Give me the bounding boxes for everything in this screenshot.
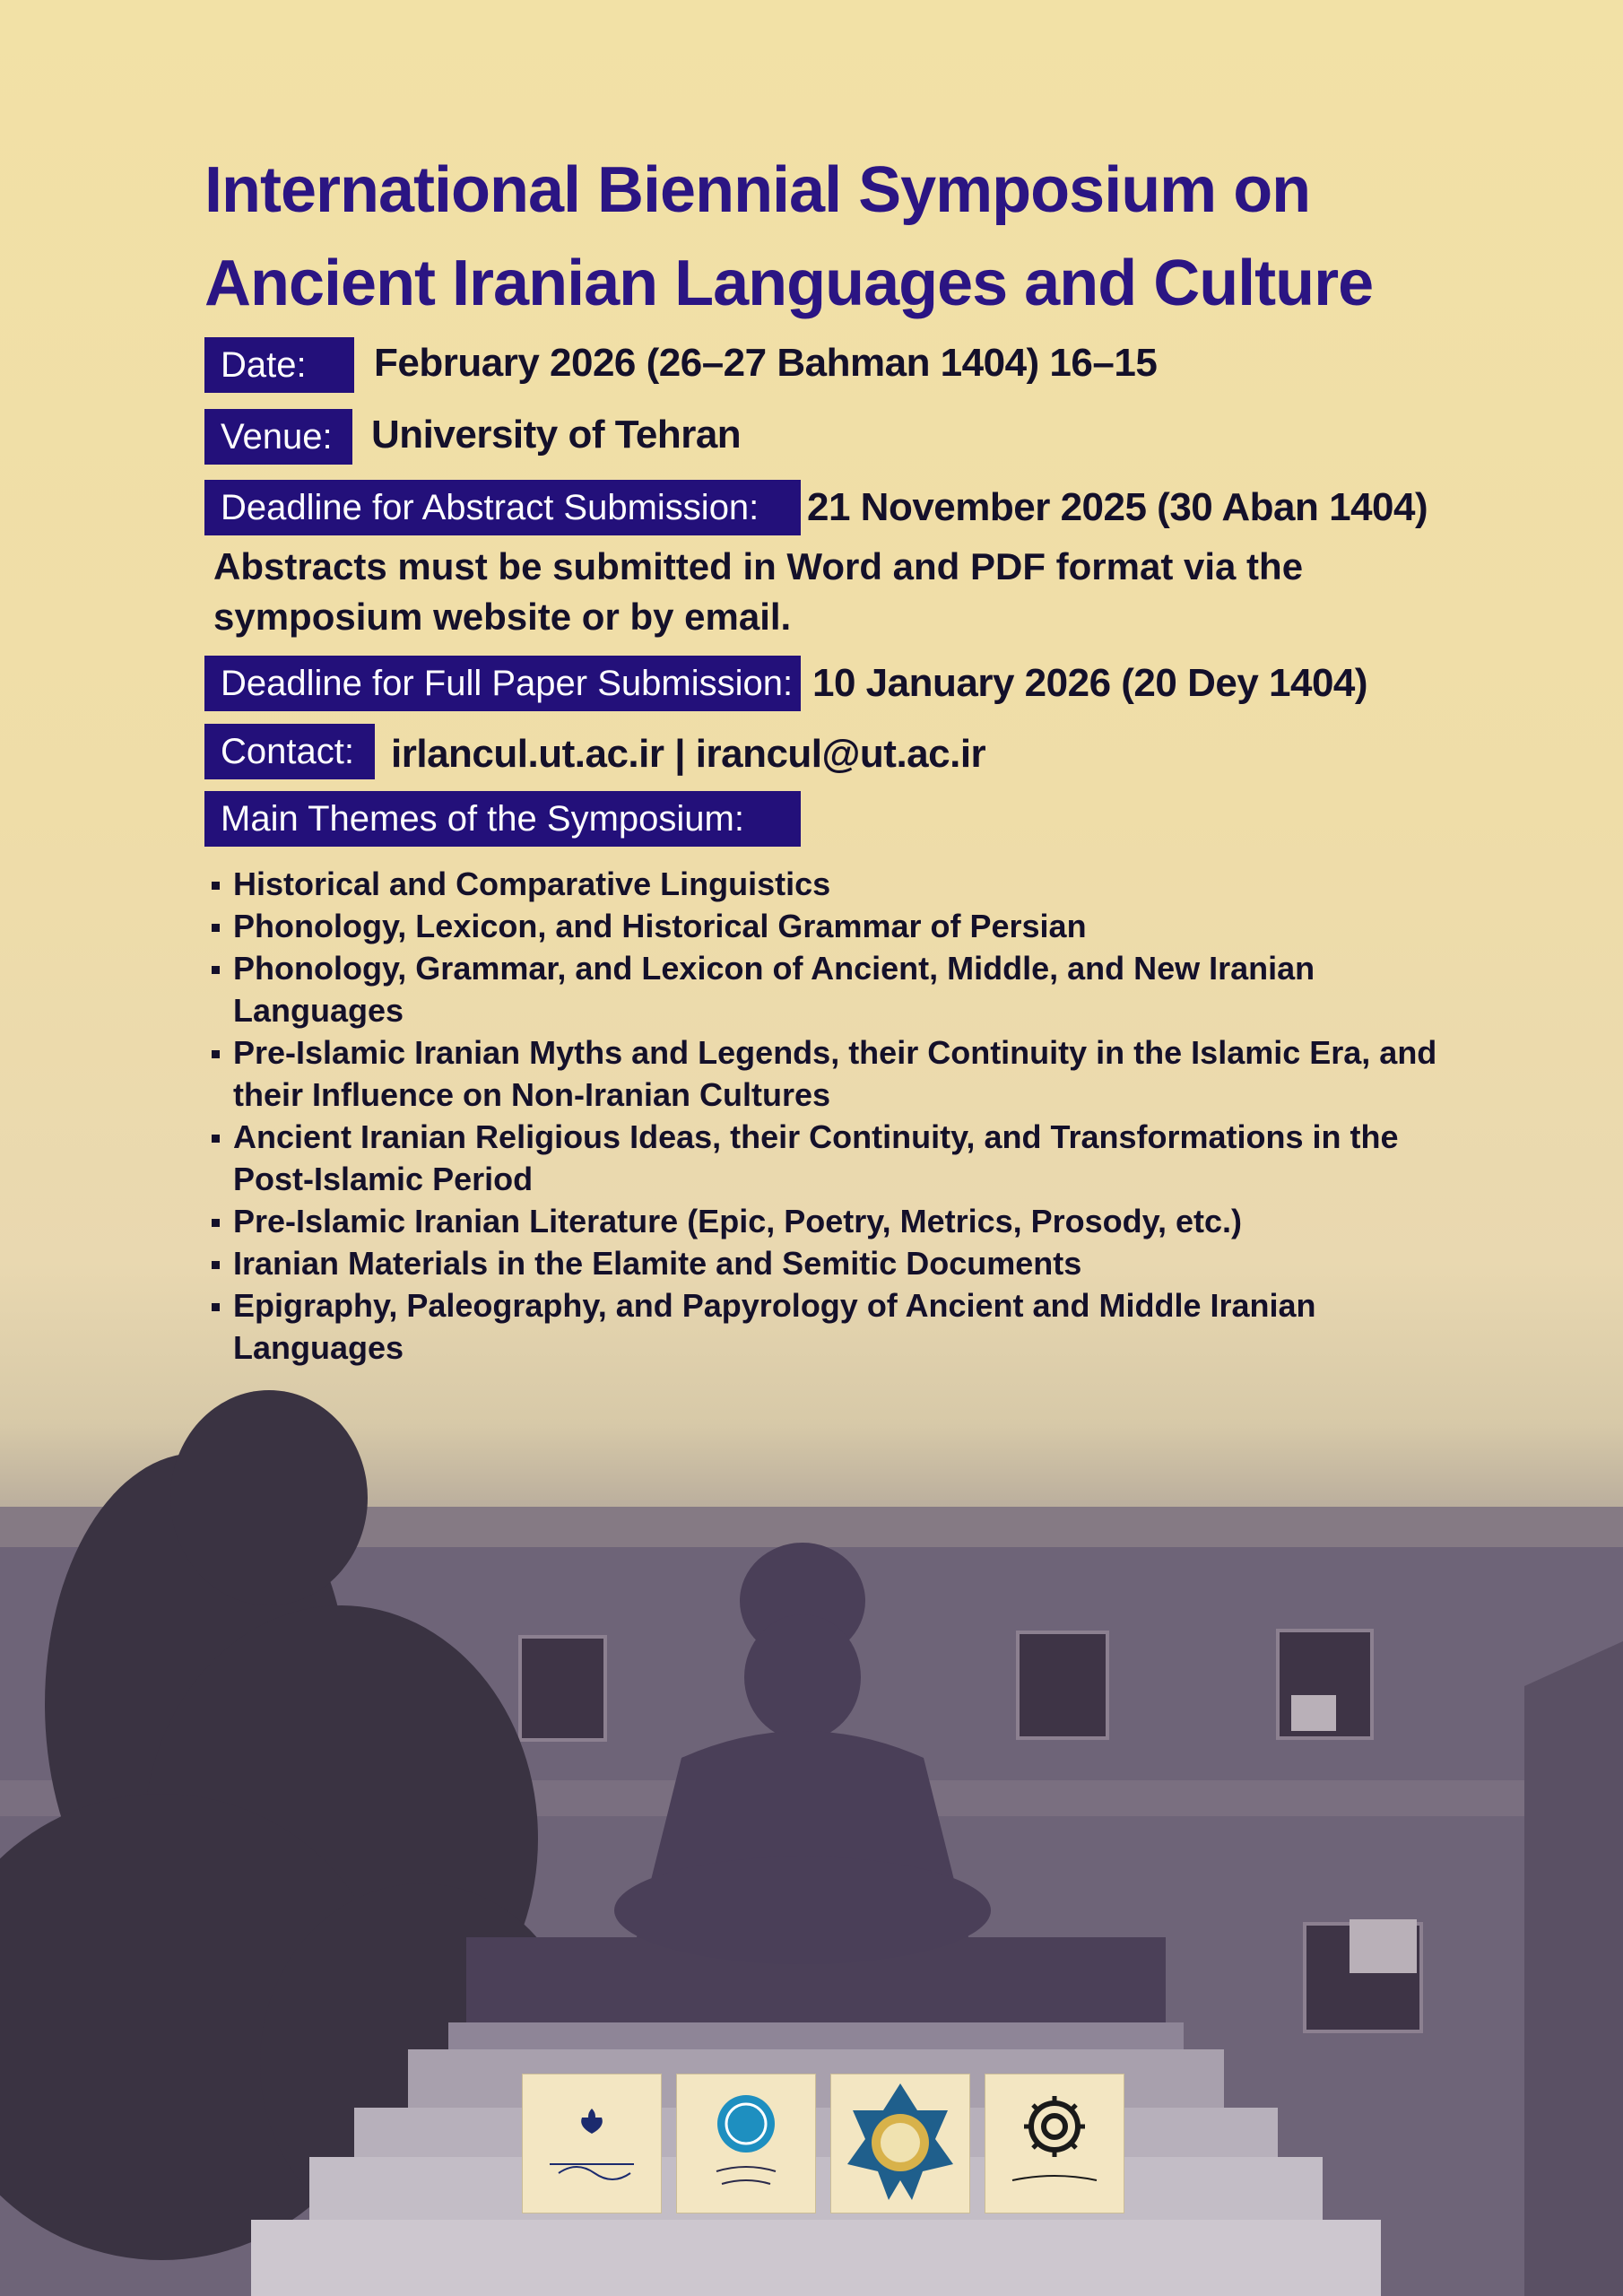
theme-item: Pre-Islamic Iranian Myths and Legends, their Continuity in the Islamic Era, and their Influence on Non-Iranian Cultures bbox=[212, 1031, 1440, 1116]
symposium-title bbox=[204, 144, 1442, 330]
theme-item: Phonology, Grammar, and Lexicon of Ancient, Middle, and New Iranian Languages bbox=[212, 947, 1440, 1031]
full-paper-deadline-label: Deadline for Full Paper Submission: bbox=[204, 656, 801, 711]
theme-item: Phonology, Lexicon, and Historical Grammar of Persian bbox=[212, 905, 1440, 947]
theme-item: Epigraphy, Paleography, and Papyrology of Ancient and Middle Iranian Languages bbox=[212, 1284, 1440, 1369]
university-of-tehran-logo bbox=[676, 2074, 816, 2213]
themes-label: Main Themes of the Symposium: bbox=[204, 791, 801, 847]
sponsor-logos bbox=[522, 2074, 1123, 2213]
title-line-2: Ancient Iranian Languages and Culture bbox=[204, 248, 1374, 319]
theme-item: Iranian Materials in the Elamite and Semitic Documents bbox=[212, 1242, 1440, 1284]
contact-label: Contact: bbox=[204, 724, 375, 779]
venue-value: University of Tehran bbox=[371, 413, 742, 457]
research-institute-logo bbox=[985, 2074, 1124, 2213]
venue-label: Venue: bbox=[204, 409, 352, 465]
bullet-icon bbox=[212, 1261, 220, 1269]
bullet-icon bbox=[212, 1303, 220, 1311]
full-paper-deadline-value: 10 January 2026 (20 Dey 1404) bbox=[812, 661, 1368, 705]
date-label: Date: bbox=[204, 337, 354, 393]
building-right-wing bbox=[1524, 1641, 1623, 2296]
themes-list bbox=[212, 863, 1440, 1369]
date-value: February 2026 (26–27 Bahman 1404) 16–15 bbox=[374, 341, 1158, 385]
abstract-deadline-label: Deadline for Abstract Submission: bbox=[204, 480, 801, 535]
abstract-submission-note: Abstracts must be submitted in Word and PDF format via the symposium website or by email. bbox=[213, 545, 1304, 638]
bullet-icon bbox=[212, 882, 220, 890]
theme-item: Pre-Islamic Iranian Literature (Epic, Poetry, Metrics, Prosody, etc.) bbox=[212, 1200, 1440, 1242]
bullet-icon bbox=[212, 1135, 220, 1143]
contact-value[interactable]: irlancul.ut.ac.ir | irancul@ut.ac.ir bbox=[391, 732, 986, 776]
title-line-1: International Biennial Symposium on bbox=[204, 154, 1311, 226]
bullet-icon bbox=[212, 1050, 220, 1058]
bullet-icon bbox=[212, 924, 220, 932]
theme-item: Ancient Iranian Religious Ideas, their Continuity, and Transformations in the Post-Islamic Period bbox=[212, 1116, 1440, 1200]
ministry-of-culture-logo bbox=[522, 2074, 662, 2213]
theme-item: Historical and Comparative Linguistics bbox=[212, 863, 1440, 905]
abstract-deadline-value: 21 November 2025 (30 Aban 1404) bbox=[807, 485, 1428, 529]
foundation-emblem-logo bbox=[830, 2074, 970, 2213]
bullet-icon bbox=[212, 966, 220, 974]
bullet-icon bbox=[212, 1219, 220, 1227]
